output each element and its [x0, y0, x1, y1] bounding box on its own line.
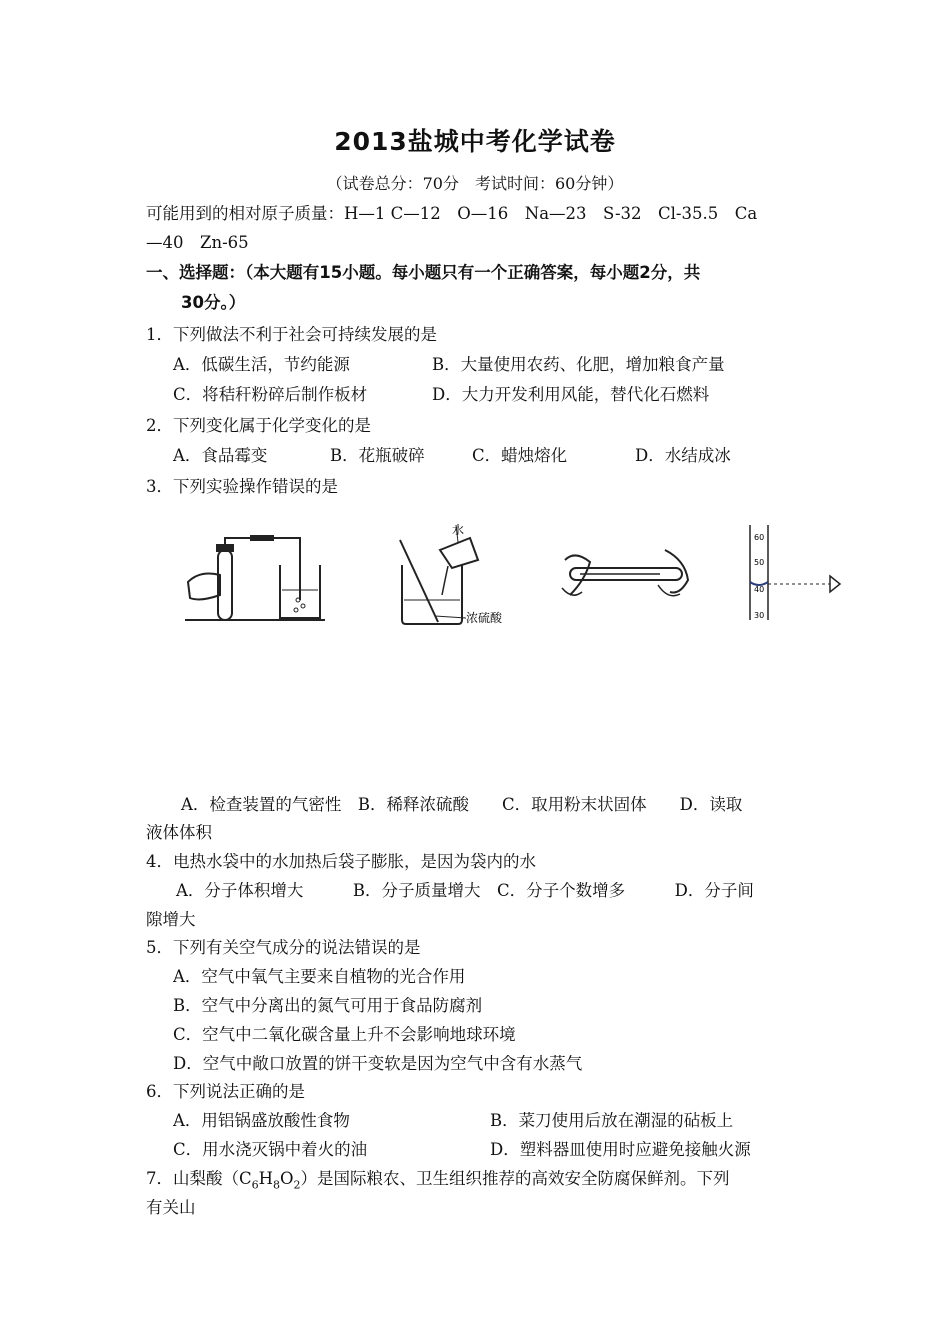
- question-6-stem: 6．下列说法正确的是: [146, 1082, 305, 1101]
- question-2-option-d: D．水结成冰: [635, 446, 731, 465]
- question-2-stem: 2．下列变化属于化学变化的是: [146, 416, 371, 435]
- question-7-stem-line-2: 有关山: [146, 1198, 196, 1217]
- q7-stem-pre: 7．山梨酸（: [146, 1169, 239, 1188]
- question-6-option-d: D．塑料器皿使用时应避免接触火源: [490, 1140, 751, 1159]
- question-1-option-d: D．大力开发利用风能，替代化石燃料: [432, 385, 710, 404]
- formula-h: H: [258, 1169, 274, 1188]
- question-1-option-c: C．将秸秆粉碎后制作板材: [173, 385, 368, 404]
- figure-airtightness-check: [180, 520, 330, 630]
- question-7-stem: [146, 1169, 730, 1195]
- page-title: 2013盐城中考化学试卷: [334, 127, 616, 156]
- question-3-options-line-1: A．检查装置的气密性 B．稀释浓硫酸 C．取用粉末状固体 D．读取: [181, 795, 743, 814]
- section-heading-line-2: 30分。）: [181, 293, 246, 312]
- label-water: 水: [452, 523, 465, 537]
- question-1-stem: 1．下列做法不利于社会可持续发展的是: [146, 325, 437, 344]
- question-6-option-b: B．菜刀使用后放在潮湿的砧板上: [490, 1111, 734, 1130]
- section-heading-line-1: 一、选择题：（本大题有15小题。每小题只有一个正确答案，每小题2分，共: [146, 263, 701, 282]
- question-6-option-c: C．用水浇灭锅中着火的油: [173, 1140, 368, 1159]
- scale-30: 30: [754, 611, 765, 620]
- question-3-options-line-2: 液体体积: [146, 823, 212, 842]
- q7-stem-post: ）是国际粮农、卫生组织推荐的高效安全防腐保鲜剂。下列: [300, 1169, 730, 1188]
- question-2-option-b: B．花瓶破碎: [330, 446, 425, 465]
- question-5-option-b: B．空气中分离出的氮气可用于食品防腐剂: [173, 996, 483, 1015]
- question-3-stem: 3．下列实验操作错误的是: [146, 477, 338, 496]
- scale-40: 40: [754, 585, 765, 594]
- label-concentrated-acid: 浓硫酸: [466, 611, 503, 625]
- question-1-option-b: B．大量使用农药、化肥，增加粮食产量: [432, 355, 725, 374]
- question-5-option-c: C．空气中二氧化碳含量上升不会影响地球环境: [173, 1025, 516, 1044]
- scale-60: 60: [754, 533, 765, 542]
- question-5-stem: 5．下列有关空气成分的说法错误的是: [146, 938, 421, 957]
- question-2-option-c: C．蜡烛熔化: [472, 446, 568, 465]
- formula-o-count: 2: [293, 1178, 301, 1192]
- formula-o: O: [280, 1169, 294, 1188]
- question-4-options-line-1: A．分子体积增大 B．分子质量增大 C．分子个数增多 D．分子间: [176, 881, 754, 900]
- formula-c-count: 6: [251, 1178, 259, 1192]
- figure-dilute-acid: [390, 520, 520, 630]
- question-4-options-line-2: 隙增大: [146, 910, 196, 929]
- question-1-option-a: A．低碳生活，节约能源: [173, 355, 350, 374]
- figure-powder-solid: [560, 520, 695, 620]
- formula-h-count: 8: [273, 1178, 281, 1192]
- question-5-option-d: D．空气中敞口放置的饼干变软是因为空气中含有水蒸气: [173, 1054, 583, 1073]
- atomic-mass-line-2: —40 Zn-65: [146, 233, 249, 252]
- scale-50: 50: [754, 558, 765, 567]
- question-6-option-a: A．用铝锅盛放酸性食物: [173, 1111, 350, 1130]
- atomic-mass-line-1: 可能用到的相对原子质量：H—1 C—12 O—16 Na—23 S-32 Cl-35.5 Ca: [146, 204, 758, 223]
- figure-read-volume: [742, 520, 852, 625]
- formula-c: C: [239, 1169, 252, 1188]
- question-4-stem: 4．电热水袋中的水加热后袋子膨胀，是因为袋内的水: [146, 852, 536, 871]
- question-5-option-a: A．空气中氧气主要来自植物的光合作用: [173, 967, 466, 986]
- question-2-option-a: A．食品霉变: [173, 446, 268, 465]
- exam-info: （试卷总分：70分 考试时间：60分钟）: [326, 174, 624, 193]
